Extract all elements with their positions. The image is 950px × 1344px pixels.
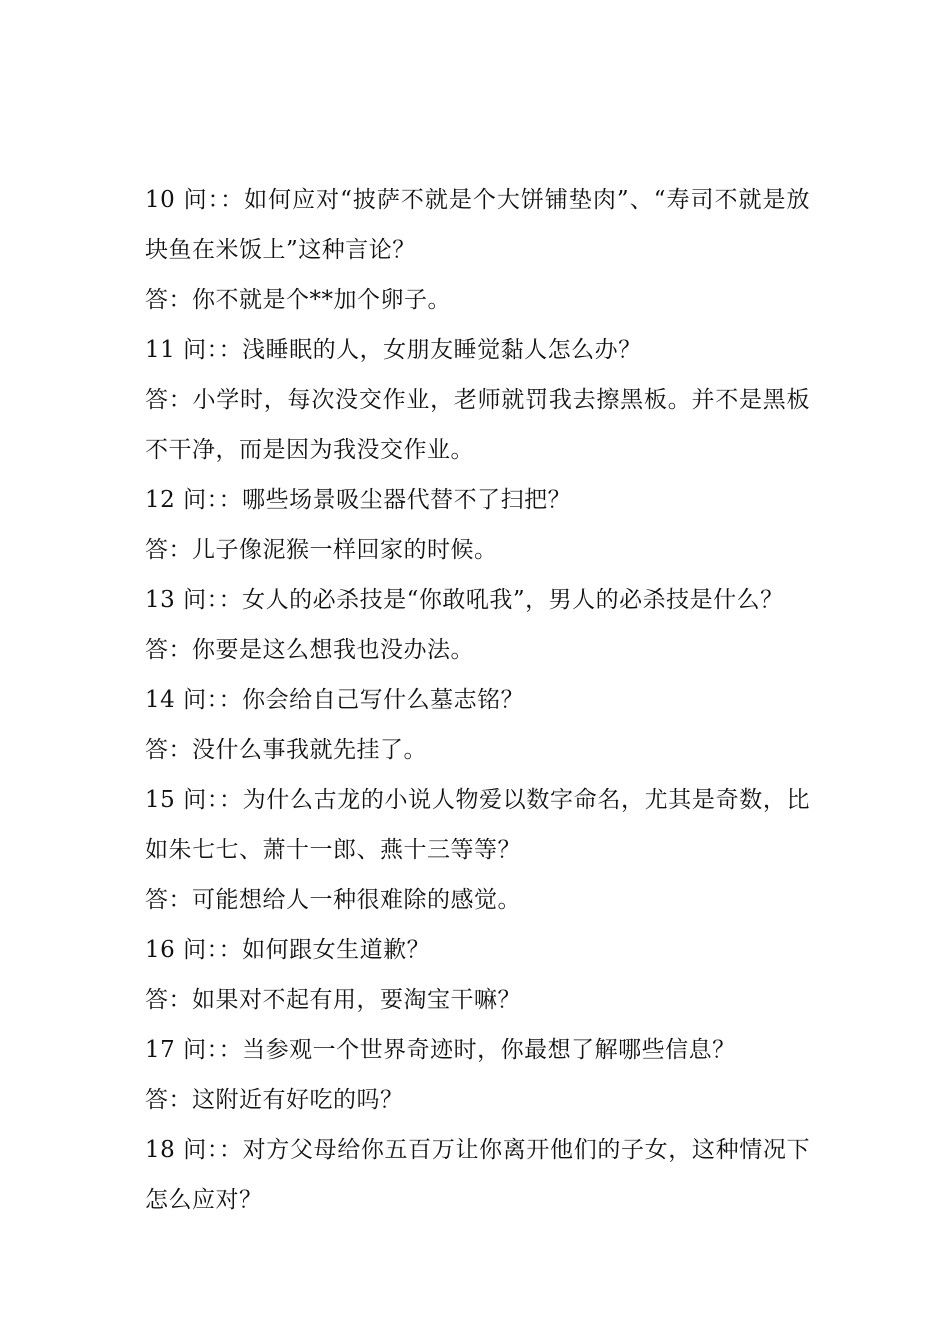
question-11: 11 问：：浅睡眠的人，女朋友睡觉黏人怎么办？ [145, 337, 642, 363]
answer-14: 答：没什么事我就先挂了。 [145, 737, 427, 763]
answer-15: 答：可能想给人一种很难除的感觉。 [145, 887, 521, 913]
question-13: 13 问：：女人的必杀技是“你敢吼我”，男人的必杀技是什么？ [145, 587, 784, 613]
document-body [145, 175, 810, 1225]
question-17: 17 问：：当参观一个世界奇迹时，你最想了解哪些信息？ [145, 1037, 736, 1063]
question-18: 18 问：：对方父母给你五百万让你离开他们的子女，这种情况下怎么应对？ [145, 1137, 810, 1213]
question-12: 12 问：：哪些场景吸尘器代替不了扫把？ [145, 487, 572, 513]
answer-13: 答：你要是这么想我也没办法。 [145, 637, 474, 663]
question-15: 15 问：：为什么古龙的小说人物爱以数字命名，尤其是奇数，比如朱七七、萧十一郎、燕十三等等？ [145, 787, 810, 863]
answer-11: 答：小学时，每次没交作业，老师就罚我去擦黑板。并不是黑板不干净，而是因为我没交作业。 [145, 387, 810, 463]
answer-17: 答：这附近有好吃的吗？ [145, 1087, 404, 1113]
answer-10: 答：你不就是个**加个卵子。 [145, 287, 451, 313]
question-16: 16 问：：如何跟女生道歉？ [145, 937, 431, 963]
answer-12: 答：儿子像泥猴一样回家的时候。 [145, 537, 498, 563]
answer-16: 答：如果对不起有用，要淘宝干嘛？ [145, 987, 521, 1013]
question-10: 10 问：：如何应对“披萨不就是个大饼铺垫肉”、“寿司不就是放块鱼在米饭上”这种言论？ [145, 187, 810, 263]
question-14: 14 问：：你会给自己写什么墓志铭？ [145, 687, 525, 713]
